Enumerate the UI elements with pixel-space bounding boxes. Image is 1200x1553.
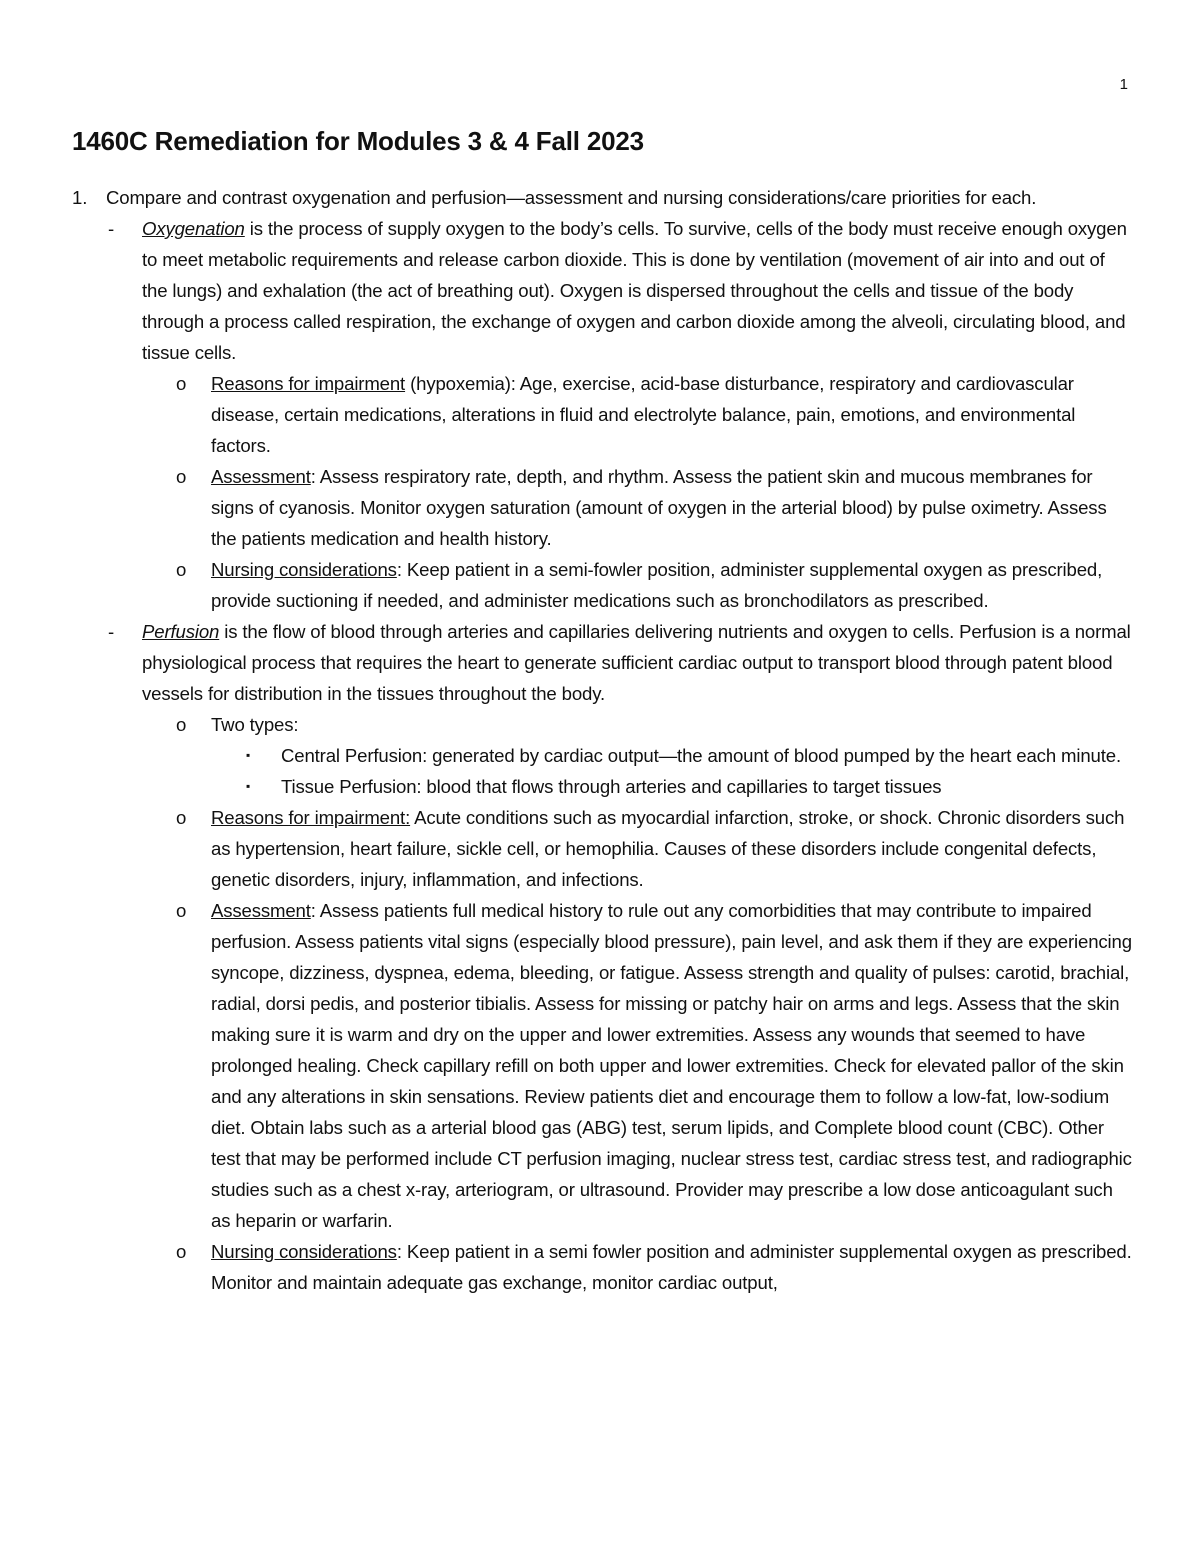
- circle-bullet: o: [176, 466, 187, 487]
- dash-bullet: -: [108, 621, 115, 642]
- central-perfusion: [246, 740, 1132, 771]
- oxygenation-nursing: [176, 554, 1132, 616]
- perfusion-types: [176, 709, 1132, 740]
- oxygenation-nursing-label: Nursing considerations: [211, 559, 397, 580]
- question-1: [72, 182, 1132, 213]
- circle-bullet: o: [176, 807, 187, 828]
- oxygenation-reasons-label: Reasons for impairment: [211, 373, 406, 394]
- perfusion-reasons-text: Acute conditions such as myocardial infarction, stroke, or shock. Chronic disorders such as hypertension, heart failure, sickle cell, or hemophilia. Causes of these disorders include congenital defects, genetic disorders, injury, inflammation, and infections.: [211, 807, 1125, 890]
- perfusion-assessment-label: Assessment: [211, 900, 311, 921]
- perfusion-nursing-label: Nursing considerations: [211, 1241, 397, 1262]
- question-number: 1.: [72, 187, 88, 208]
- circle-bullet: o: [176, 373, 187, 394]
- perfusion-item: [108, 616, 1132, 709]
- document-body: [72, 182, 1132, 1298]
- perfusion-nursing: [176, 1236, 1132, 1298]
- perfusion-definition: is the flow of blood through arteries and capillaries delivering nutrients and oxygen to cells. Perfusion is a normal physiological process that requires the heart to generate sufficient cardiac output to transport blood through patent blood vessels for distribution in the tissues throughout the body.: [142, 621, 1131, 704]
- perfusion-types-label: Two types:: [211, 714, 299, 735]
- perfusion-term: Perfusion: [142, 621, 220, 642]
- question-text: Compare and contrast oxygenation and perfusion—assessment and nursing considerations/care priorities for each.: [106, 187, 1037, 208]
- oxygenation-nursing-text: : Keep patient in a semi-fowler position, administer supplemental oxygen as prescribed, provide suctioning if needed, and administer medications such as bronchodilators as prescribed.: [211, 559, 1103, 611]
- tissue-perfusion-text: Tissue Perfusion: blood that flows through arteries and capillaries to target tissues: [281, 776, 942, 797]
- perfusion-nursing-text: : Keep patient in a semi fowler position and administer supplemental oxygen as prescribed. Monitor and maintain adequate gas exchange, monitor cardiac output,: [211, 1241, 1132, 1293]
- perfusion-assessment: [176, 895, 1132, 1236]
- perfusion-reasons: [176, 802, 1132, 895]
- circle-bullet: o: [176, 900, 187, 921]
- square-bullet: ▪: [246, 779, 251, 793]
- perfusion-reasons-label: Reasons for impairment:: [211, 807, 411, 828]
- perfusion-assessment-text: : Assess patients full medical history to rule out any comorbidities that may contribute to impaired perfusion. Assess patients vital signs (especially blood pressure), pain level, and ask them if they are experiencing syncope, dizziness, dyspnea, edema, bleeding, or fatigue. Assess strength and quality of pulses: carotid, brachial, radial, dorsi pedis, and posterior tibialis. Assess for missing or patchy hair on arms and legs. Assess that the skin making sure it is warm and dry on the upper and lower extremities. Assess any wounds that seemed to have prolonged healing. Check capillary refill on both upper and lower extremities. Check for elevated pallor of the skin and any alterations in skin sensations. Review patients diet and encourage them to follow a low-fat, low-sodium diet. Obtain labs such as a arterial blood gas (ABG) test, serum lipids, and Complete blood count (CBC). Other test that may be performed include CT perfusion imaging, nuclear stress test, cardiac stress test, and radiographic studies such as a chest x-ray, arteriogram, or ultrasound. Provider may prescribe a low dose anticoagulant such as heparin or warfarin.: [211, 900, 1132, 1231]
- oxygenation-assessment-text: : Assess respiratory rate, depth, and rhythm. Assess the patient skin and mucous membranes for signs of cyanosis. Monitor oxygen saturation (amount of oxygen in the arterial blood) by pulse oximetry. Assess the patients medication and health history.: [211, 466, 1107, 549]
- oxygenation-item: [108, 213, 1132, 368]
- oxygenation-reasons-text: (hypoxemia): Age, exercise, acid-base disturbance, respiratory and cardiovascular disease, certain medications, alterations in fluid and electrolyte balance, pain, emotions, and environmental factors.: [211, 373, 1076, 456]
- central-perfusion-text: Central Perfusion: generated by cardiac output—the amount of blood pumped by the heart each minute.: [281, 745, 1121, 766]
- page-number: 1: [1119, 76, 1128, 93]
- circle-bullet: o: [176, 714, 187, 735]
- tissue-perfusion: [246, 771, 1132, 802]
- dash-bullet: -: [108, 218, 115, 239]
- circle-bullet: o: [176, 1241, 187, 1262]
- oxygenation-assessment: [176, 461, 1132, 554]
- square-bullet: ▪: [246, 748, 251, 762]
- oxygenation-reasons: [176, 368, 1132, 461]
- oxygenation-term: Oxygenation: [142, 218, 245, 239]
- oxygenation-definition: is the process of supply oxygen to the body’s cells. To survive, cells of the body must receive enough oxygen to meet metabolic requirements and release carbon dioxide. This is done by ventilation (movement of air into and out of the lungs) and exhalation (the act of breathing out). Oxygen is dispersed throughout the cells and tissue of the body through a process called respiration, the exchange of oxygen and carbon dioxide among the alveoli, circulating blood, and tissue cells.: [142, 218, 1127, 363]
- oxygenation-assessment-label: Assessment: [211, 466, 311, 487]
- document-title: 1460C Remediation for Modules 3 & 4 Fall 2023: [72, 126, 644, 156]
- circle-bullet: o: [176, 559, 187, 580]
